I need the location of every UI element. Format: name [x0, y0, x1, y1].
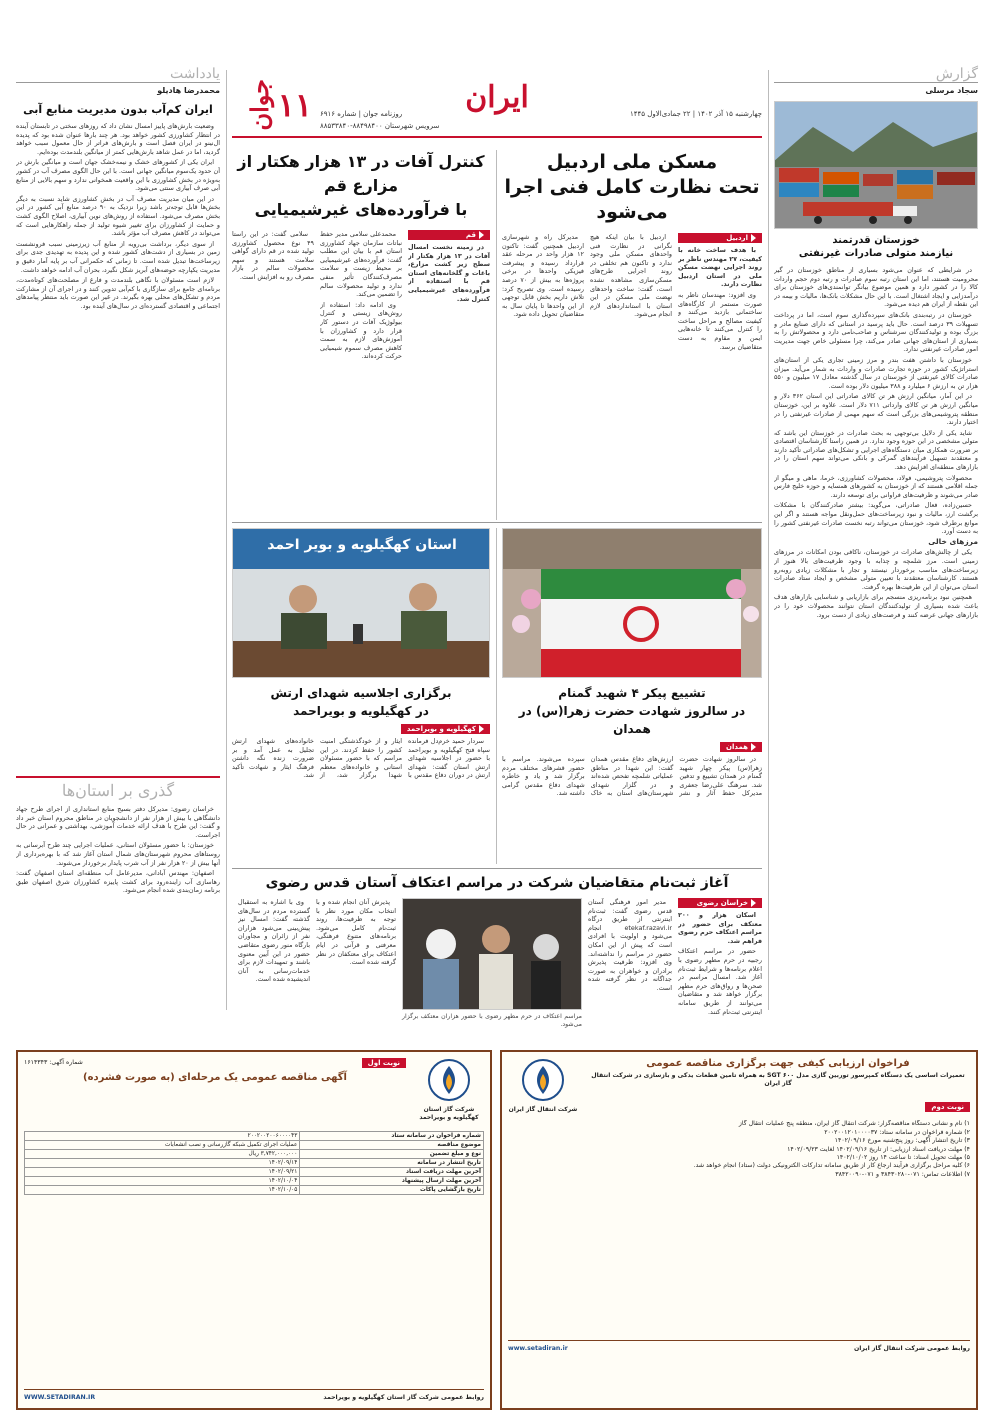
divider [774, 82, 978, 83]
table-row [25, 1176, 484, 1185]
table-cell-label: شماره فراخوان در سامانه ستاد [300, 1131, 484, 1140]
story-paragraph: وی ادامه داد: استفاده از روش‌های زیستی و کنترل بیولوژیک آفات در دستور کار قرار دارد و کشاورزان با آموزش‌های لازم به سمت کاهش مصرف سموم شیمیایی حرکت کرده‌اند. [320, 300, 402, 361]
story-column [588, 898, 672, 1044]
ad-stage-badge: نوبت دوم [925, 1102, 970, 1112]
story-headline-1: تشییع پیکر ۴ شهید گمنام [558, 686, 706, 700]
table-cell-value: ۳,۷۴۲,۰۰۰,۰۰۰ ریال [25, 1149, 300, 1158]
tender-ad-gas-transmission [500, 1050, 978, 1410]
story-paragraph: محمدعلی سلامی مدیر حفظ نباتات سازمان جهاد کشاورزی استان قم با بیان این مطلب گفت: فرآورده‌های غیرشیمیایی بر محیط زیست و سلامت مصرف‌کنندگان تأثیر منفی ندارد و تولید محصولات سالم را تضمین می‌کند. [320, 230, 402, 299]
ad-stage-badge: نوبت اول [362, 1058, 406, 1068]
province-tag-label: کهگیلویه و بویراحمد [406, 725, 476, 733]
right-column [774, 62, 978, 1012]
provinces-box-title: گذری بر استان‌ها [61, 781, 175, 800]
table-row [25, 1140, 484, 1149]
officials-meeting-photo [232, 528, 490, 678]
story-headline-2: در کهگیلویه و بویراحمد [293, 704, 429, 718]
flag-coffin-image [502, 529, 761, 678]
gas-flame-logo-icon [521, 1058, 565, 1102]
worshippers-image [402, 899, 581, 1010]
story-headline-1: مسکن ملی اردبیل [546, 151, 718, 173]
story-headline-2: تحت نظارت کامل فنی اجرا می‌شود [504, 176, 760, 223]
report-paragraph: شاید یکی از دلایل بی‌توجهی به بحث صادرات در خوزستان این باشد که متولی مشخصی در این حوزه وجود ندارد. در همین راستا کارشناسان اقتصادی بر ضرورت همکاری میان دستگاه‌های اجرایی و تشکل‌های صادراتی تأکید دارند و معتقدند تسهیل فرآیندهای گمرکی و بانکی می‌تواند سهم استان را در بازارهای منطقه‌ای افزایش دهد. [774, 428, 978, 472]
report-subheading: مرزهای خالی [928, 536, 978, 546]
note-body [16, 122, 220, 762]
province-tag-label: خراسان رضوی [696, 899, 748, 907]
story-paragraph: وی افزود: مهندسان ناظر به صورت مستمر از کارگاه‌های ساختمانی بازدید می‌کنند و کیفیت مصالح و مراحل ساخت را کنترل می‌کنند تا خانه‌هایی ایمن و مقاوم به دست متقاضیان برسد. [678, 290, 762, 351]
story-column [316, 898, 396, 1044]
province-tag-label: قم [465, 231, 476, 239]
note-paragraph: وضعیت بارش‌های پاییز امسال نشان داد که روزهای سختی در تابستان آینده در انتظار کشاورزی کشور خواهد بود. هر چند بارها عنوان شده بود که پدیده ال‌نینو در ایران فصل است و بارش‌های فراتر از حال معمول سبب خواهد گردید، اما در عمل شاهد بارش‌هایی کمتر از میانگین بلندمدت بوده‌ایم. [16, 122, 220, 156]
ad-line: ۲) شماره فراخوان در سامانه ستاد: ۲۰۰۲۰۰۱۲۰۱۰۰۰۰۳۷ [824, 1128, 970, 1136]
column-title: گزارش [935, 66, 978, 82]
table-cell-label: تاریخ بازگشایی پاکات [300, 1185, 484, 1194]
story-itikaf [232, 874, 762, 1044]
table-row [25, 1149, 484, 1158]
story-lead-text: اسکان هزار و ۲۰۰ معتکف برای حضور در مراسم اعتکاف حرم رضوی فراهم شد. [678, 911, 762, 945]
story-headline: آغاز ثبت‌نام متقاضیان شرکت در مراسم اعتکاف آستان قدس رضوی [265, 875, 729, 891]
note-paragraph: از سوی دیگر، برداشت بی‌رویه از منابع آب زیرزمینی سبب فرونشست زمین در بسیاری از دشت‌های کشور شده و این پدیده به تهدیدی جدی برای زیرساخت‌ها تبدیل شده است. تا زمانی که حکمرانی آب بر پایه آمار دقیق و مدیریت یکپارچه حوضه‌های آبریز شکل نگیرد، بحران آب ادامه خواهد داشت. [16, 239, 220, 274]
ad-line: ۵) مهلت تحویل اسناد: تا ساعت ۱۴ روز ۱۴۰۲/۱۰/۰۲ [836, 1154, 970, 1162]
column-divider [226, 70, 227, 1010]
ad-website-link[interactable]: WWW.SETADIRAN.IR [24, 1393, 96, 1401]
note-paragraph: لازم است مسئولان با نگاهی بلندمدت و فارغ از مصلحت‌های کوتاه‌مدت، برنامه‌ای جامع برای سازگاری با کم‌آبی تدوین کنند و در اجرای آن از مشارکت مردم و تشکل‌های محلی بهره بگیرند. در غیر این صورت باید منتظر پیامدهای اجتماعی و اقتصادی گسترده‌ای در سال‌های آینده بود. [16, 276, 220, 310]
report-paragraph: خوزستان با داشتن هفت بندر و مرز زمینی تجاری یکی از استان‌های استراتژیک کشور در حوزه تجارت صادرات و واردات به شمار می‌آید. میزان صادرات کالای غیرنفتی از خوزستان در سال گذشته معادل ۱۷ میلیون و ۵۵۰ هزار تن به ارزش ۶ میلیارد و ۳۸۸ میلیون دلار بوده است. [774, 355, 978, 390]
province-tag [678, 233, 762, 243]
report-body [774, 266, 978, 1026]
story-headline-1: برگزاری اجلاسیه شهدای ارتش [270, 686, 452, 700]
ad-company-name: شرکت گاز استان کهگیلویه و بویراحمد [419, 1106, 479, 1122]
table-cell-label: تاریخ انتشار در سامانه [300, 1158, 484, 1167]
service-line: سرویس شهرستان ۸۸۴۹۸۴۰۰-۸۸۵۳۳۸۴۰ [320, 122, 440, 130]
story-paragraph: مدیرکل راه و شهرسازی اردبیل همچنین گفت: تاکنون ۱۲ هزار واحد در مرحله عقد قرارداد رسیده و پیشرفت فیزیکی واحدها در برخی پروژه‌ها به بیش از ۷۰ درصد رسیده است. وی تصریح کرد: تلاش داریم بخش قابل توجهی از این واحدها تا پایان سال به متقاضیان تحویل داده شود. [502, 233, 584, 319]
story-headline-2: با فرآورده‌های غیرشیمیایی [254, 200, 468, 219]
story-kohgiluyeh [232, 528, 490, 864]
story-qom [232, 150, 490, 520]
ad-footer: روابط عمومی شرکت انتقال گاز ایران [854, 1345, 970, 1353]
tag-arrow-icon [751, 234, 756, 242]
province-tag [408, 230, 490, 240]
ad-number: شماره آگهی: ۱۶۱۴۳۴۳ [24, 1058, 83, 1066]
story-paragraph: حضور در مراسم اعتکاف رجبیه در حرم مطهر رضوی با اعلام برنامه‌ها و شرایط ثبت‌نام آغاز شد. امسال مراسم در صحن‌ها و رواق‌های حرم مطهر برگزار خواهد شد و متقاضیان می‌توانند از طریق سامانه اینترنتی ثبت‌نام کنند. [678, 947, 762, 1016]
story-paragraph: سلامی گفت: در این راستا ۴۹ نوع محصول کشاورزی تولید شده در قم دارای گواهی سلامت هستند و سهم محصولات سالم در بازار مصرف رو به افزایش است. [232, 230, 314, 281]
report-paragraph: در شرایطی که عنوان می‌شود بسیاری از مناطق خوزستان در گیر محرومیت هستند، اما این استان رتبه سوم صادرات و رتبه دوم حجم واردات کالا را در کشور دارد و همین موضوع بیانگر توانمندی‌های خوزستان برای درآمدزایی و ایجاد اشتغال است. با این حال مشکلات بانک‌ها، مالیات و بیمه در این نقطه از ایران هم دیده می‌شود. [774, 266, 978, 309]
martyrs-coffin-photo [502, 528, 762, 678]
story-column [502, 233, 584, 533]
ad-company-logo [508, 1058, 578, 1114]
left-column-header [16, 62, 220, 82]
ad-website-link[interactable]: www.setadiran.ir [508, 1345, 568, 1353]
table-row [25, 1167, 484, 1176]
table-row [25, 1158, 484, 1167]
story-headline-2: در سالروز شهادت حضرت زهرا(س) در همدان [518, 704, 746, 736]
itikaf-photo [402, 898, 582, 1010]
story-headline-1: کنترل آفات در ۱۳ هزار هکتار از مزارع قم [237, 152, 485, 195]
tag-arrow-icon [751, 743, 756, 751]
province-tag [720, 742, 762, 752]
story-paragraph: در سالروز شهادت حضرت زهرا(س) پیکر چهار شهید گمنام در همدان تشییع و تدفین شد. سرهنگ علی‌رضا جعفری مدیرکل حفظ آثار و نشر ارزش‌های دفاع مقدس همدان گفت: این شهدا در مناطق عملیاتی شلمچه تفحص شده‌اند و در گلزار شهدای شهرستان‌های استان به خاک سپرده می‌شوند. مراسم با حضور قشرهای مختلف مردم برگزار شد و یاد و خاطره شهدای دفاع مقدس گرامی داشته شد. [502, 755, 762, 798]
ad-line: ۷) اطلاعات تماس: ۰۷۱-۳۸۴۳۰۲۸۰ و ۰۷۱-۳۸۴۲۰۰۹۰ [835, 1170, 970, 1178]
province-item: خراسان رضوی: مدیرکل دفتر بسیج منابع استانداری از اجرای طرح جهاد دانشگاهی با بیش از هزار نفر از دانشجویان در مناطق محروم استان خبر داد و گفت: این طرح با هدف ارائه خدمات آموزشی، بهداشتی و عمرانی در حال اجراست. [16, 805, 220, 839]
note-paragraph: در این میان مدیریت مصرف آب در بخش کشاورزی شاید نسبت به دیگر بخش‌ها قابل توجه‌تر باشد زیرا نزدیک به ۹۰ درصد منابع آبی کشور در این بخش مصرف می‌شود. استفاده از روش‌های نوین آبیاری، اصلاح الگوی کشت و حمایت از کشاورزان برای تغییر شیوه تولید از جمله راهکارهایی است که می‌تواند در کاهش مصرف آب مؤثر باشد. [16, 194, 220, 238]
story-paragraph: وی با اشاره به استقبال گسترده مردم در سال‌های گذشته گفت: امسال نیز پیش‌بینی می‌شود هزاران نفر از زائران و مجاوران بارگاه منور رضوی متقاضی حضور در این آیین معنوی باشند و تمهیدات لازم برای خدمات‌رسانی به آنان اندیشیده شده است. [238, 898, 310, 984]
ad-title: آگهی مناقصه عمومی یک مرحله‌ای (به صورت فشرده) [83, 1072, 347, 1083]
story-paragraph: مدیر امور فرهنگی آستان قدس رضوی گفت: ثبت‌نام اینترنتی از طریق درگاه etekaf.razavi.ir انجام می‌شود و اولویت با افرادی است که پیش از این امکان حضور در مراسم را نداشته‌اند. وی افزود: ظرفیت پذیرش برادران و خواهران به صورت جداگانه در نظر گرفته شده است. [588, 898, 672, 992]
provinces-box-body [16, 805, 220, 1005]
table-cell-label: آخرین مهلت ارسال پیشنهاد [300, 1176, 484, 1185]
date-line: چهارشنبه ۱۵ آذر ۱۴۰۲ | ۲۲ جمادی‌الاول ۱۴۴۵ [630, 110, 762, 118]
gas-flame-logo-icon [427, 1058, 471, 1102]
left-column [16, 62, 220, 1012]
table-cell-label: نوع و مبلغ تضمین [300, 1149, 484, 1158]
story-paragraph: اردبیل با بیان اینکه هیچ نگرانی در نظارت فنی واحدهای مسکن ملی وجود ندارد و تاکنون هم تخلفی در روند اجرایی طرح‌های مسکن‌سازی مشاهده نشده است، گفت: ساخت واحدهای نهضت ملی مسکن در این استان با استانداردهای لازم انجام می‌شود. [590, 233, 672, 319]
province-tag [678, 898, 762, 908]
story-hamedan [502, 528, 762, 864]
masthead [232, 76, 762, 140]
table-cell-value: ۲۰۰۲۰۰۲۰۰۶۰۰۰۰۴۳ [25, 1131, 300, 1140]
tag-arrow-icon [479, 231, 484, 239]
ad-body [508, 1120, 970, 1340]
ad-line: ۴) مهلت دریافت اسناد ارزیابی: از تاریخ ۱۴۰۲/۰۹/۱۶ لغایت ۱۴۰۲/۰۹/۲۳ [787, 1145, 970, 1153]
ad-company-logo [414, 1058, 484, 1123]
masthead-logo [232, 76, 312, 134]
story-lead-text: با هدف ساخت خانه با کیفیت، ۲۷ مهندس ناظر بر روند اجرایی نهضت مسکن ملی در استان اردبیل نظارت دارند. [678, 246, 762, 289]
story-paragraph: پذیرش آنان انجام شده و با انتخاب مکان مورد نظر با توجه به ظرفیت‌ها، روند ثبت‌نام کامل می‌شود. برنامه‌های متنوع فرهنگی، معرفتی و قرآنی در ایام اعتکاف برای معتکفان در نظر گرفته شده است. [316, 898, 396, 967]
province-tag-label: اردبیل [726, 234, 748, 242]
note-headline: ایران کم‌آب بدون مدیریت منابع آبی [23, 103, 213, 116]
story-column [590, 233, 672, 533]
story-body [232, 737, 490, 857]
table-row [25, 1185, 484, 1194]
report-headline-1: خوزستان قدرتمند [832, 235, 920, 246]
report-paragraph: محصولات پتروشیمی، فولاد، محصولات کشاورزی، خرما، ماهی و میگو از جمله اقلامی هستند که از خوزستان به کشورهای همسایه و حوزه خلیج فارس صادر می‌شوند و ظرفیت‌های فراوانی برای توسعه دارند. [774, 473, 978, 499]
author-name: محمدرضا هادیلو [157, 86, 220, 95]
table-cell-value: ۱۴۰۲/۱۰/۰۴ [25, 1176, 300, 1185]
table-cell-value: عملیات اجرای تکمیل شبکه گازرسانی و نصب انشعابات [25, 1140, 300, 1149]
story-body [502, 755, 762, 875]
table-cell-value: ۱۴۰۲/۱۰/۰۵ [25, 1185, 300, 1194]
story-column [238, 898, 310, 1044]
story-column [232, 230, 314, 530]
photo-banner: استان کهگیلویه و بویر احمد [267, 537, 457, 553]
note-paragraph: ایران یکی از کشورهای خشک و نیمه‌خشک جهان است و میانگین بارش در آن حدود یک‌سوم میانگین جهانی است. با این حال الگوی مصرف آب در کشور به‌ویژه در بخش کشاورزی با این واقعیت همخوانی ندارد و سهم بالایی از منابع آبی صرف آبیاری سنتی می‌شود. [16, 158, 220, 193]
ad-line: ۱) نام و نشانی دستگاه مناقصه‌گزار: شرکت انتقال گاز ایران، منطقه پنج عملیات انتقال گاز [738, 1120, 970, 1128]
table-cell-label: آخرین مهلت دریافت اسناد [300, 1167, 484, 1176]
photo-caption: مراسم اعتکاف در حرم مطهر رضوی با حضور هزاران معتکف برگزار می‌شود. [402, 1013, 582, 1028]
page-number: ۱۱ [277, 86, 312, 124]
issue-line: روزنامه جوان | شماره ۶۹۱۶ [320, 110, 403, 118]
tender-ad-gas-company [16, 1050, 492, 1410]
container-port-image [774, 102, 977, 229]
column-divider [496, 150, 497, 520]
ad-company-name: شرکت انتقال گاز ایران [508, 1106, 578, 1113]
column-divider [768, 70, 769, 1010]
ad-line: ۶) کلیه مراحل برگزاری فرآیند ارجاع کار از طریق سامانه تدارکات الکترونیکی دولت (ستاد) انجام خواهد شد. [693, 1162, 970, 1170]
section-divider [232, 522, 762, 523]
province-tag-label: همدان [726, 743, 748, 751]
column-divider [496, 528, 497, 864]
section-divider [232, 868, 762, 869]
story-lead [408, 243, 490, 523]
story-lead [678, 246, 762, 526]
ad-footer: روابط عمومی شرکت گاز استان کهگیلویه و بویراحمد [323, 1393, 484, 1401]
report-paragraph: خوزستان در رتبه‌بندی بانک‌های سپرده‌گذاری سوم است، اما در پرداخت تسهیلات ۳۹ درصد است. حال باید پرسید در استانی که دارای صنایع مادر و بزرگ بوده و تولیدکنندگان سرشناس و صاحب‌نامی دارد و محصولاتش را به بسیاری از استان‌های جهانی صادر می‌کند، چرا مسئولی خاص جهت مدیریت امور صادرات غیرنفتی ندارد. [774, 310, 978, 354]
tag-arrow-icon [479, 725, 484, 733]
story-lead [678, 911, 762, 1041]
report-paragraph: در این آمار، میانگین ارزش هر تن کالای صادراتی این استان ۳۶۲ دلار و میانگین ارزش هر تن کالای وارداتی ۷۱۱ دلار است. علاوه بر این، خوزستان منطقه پتروشیمی‌های بزرگی است که سهم مهمی از صادرات غیرنفتی را در اختیار دارند. [774, 392, 978, 427]
table-cell-value: ۱۴۰۲/۰۹/۲۱ [25, 1167, 300, 1176]
provinces-box [16, 776, 220, 1005]
report-paragraph: یکی از چالش‌های صادرات در خوزستان، ناکافی بودن امکانات در مرزهای زمینی است. مرز شلمچه و چذابه با وجود ظرفیت‌های بالا هنوز از زیرساخت‌های مناسب برخوردار نیستند و تجار با مشکلات زیادی روبه‌رو هستند. کارشناسان معتقدند با تعیین متولی مشخص و ایجاد ستاد صادرات استان می‌توان از این ظرفیت‌ها بهره گرفت. [774, 548, 978, 591]
report-paragraph: همچنین نبود برنامه‌ریزی منسجم برای بازاریابی و شناسایی بازارهای هدف باعث شده بسیاری از تولیدکنندگان استان نتوانند محصولات خود را در بازارهای جهانی عرضه کنند و فرصت‌های زیادی از دست برود. [774, 593, 978, 619]
ad-line: ۳) تاریخ انتشار آگهی: روز پنج‌شنبه مورخ ۱۴۰۲/۰۹/۱۶ [834, 1137, 970, 1145]
author-name: سجاد مرسلی [925, 86, 978, 95]
province-item: خوزستان: با حضور مسئولان استانی، عملیات اجرایی چند طرح آبرسانی به روستاهای محروم شهرستان‌های شمال استان آغاز شد که با بهره‌برداری از آنها بیش از ۲۰ هزار نفر از آب شرب پایدار برخوردار می‌شوند. [16, 841, 220, 867]
column-title: یادداشت [170, 66, 220, 82]
story-lead-text: در زمینه نخست امسال آفات در ۱۳ هزار هکتار از سطح زیر کشت مزارع، باغات و گلخانه‌های استان قم با استفاده از فرآورده‌های غیرشیمیایی کنترل شد. [408, 243, 490, 303]
section-title: ایران [465, 80, 529, 115]
table-cell-value: ۱۴۰۲/۰۹/۱۴ [25, 1158, 300, 1167]
tag-arrow-icon [751, 899, 756, 907]
story-paragraph: سردار حمید خرم‌دل فرمانده سپاه فتح کهگیلویه و بویراحمد با حضور در اجلاسیه شهدای ارتش استان گفت: شهدای ارتش در دوران دفاع مقدس با ایثار و از خودگذشتگی امنیت کشور را حفظ کردند. در این مراسم که با حضور مسئولان استانی و خانواده‌های معظم شهدا برگزار شد، از خانواده‌های شهدای ارتش تجلیل به عمل آمد و بر ضرورت زنده نگه داشتن فرهنگ ایثار و شهادت تأکید شد. [232, 737, 490, 780]
province-tag [401, 724, 490, 734]
story-column [320, 230, 402, 530]
newspaper-logo: جوان [244, 79, 274, 131]
masthead-rule [232, 136, 762, 138]
tender-details-table [24, 1131, 484, 1195]
province-item: اصفهان: مهندس آبادانی، مدیرعامل آب منطقه‌ای استان اصفهان گفت: رهاسازی آب زاینده‌رود برای کشت پاییزه کشاورزان شرق اصفهان طبق برنامه زمان‌بندی شده انجام می‌شود. [16, 869, 220, 895]
ad-title: فراخوان ارزیابی کیفی جهت برگزاری مناقصه عمومی [646, 1058, 910, 1069]
story-ardabil [502, 150, 762, 520]
divider [16, 82, 220, 83]
table-row [25, 1131, 484, 1140]
report-headline-2: نیازمند متولی صادرات غیرنفتی [798, 248, 954, 259]
report-paragraph: حسین‌زاده، فعال صادراتی، می‌گوید: بیشتر صادرکنندگان با مشکلات برگشت ارز، مالیات و نبود زیرساخت‌های حمل‌ونقل مواجه هستند و اگر این موانع برطرف شود، خوزستان می‌تواند رتبه نخست صادرات غیرنفتی کشور را به دست آورد. [774, 501, 978, 536]
right-column-header [774, 62, 978, 82]
table-cell-label: موضوع مناقصه [300, 1140, 484, 1149]
ad-subtitle: تعمیرات اساسی یک دستگاه کمپرسور توربین گازی مدل SGT ۶۰۰ به همراه تامین قطعات یدکی و بازسازی در شرکت انتقال گاز ایران [591, 1072, 965, 1088]
container-port-photo [774, 101, 978, 229]
